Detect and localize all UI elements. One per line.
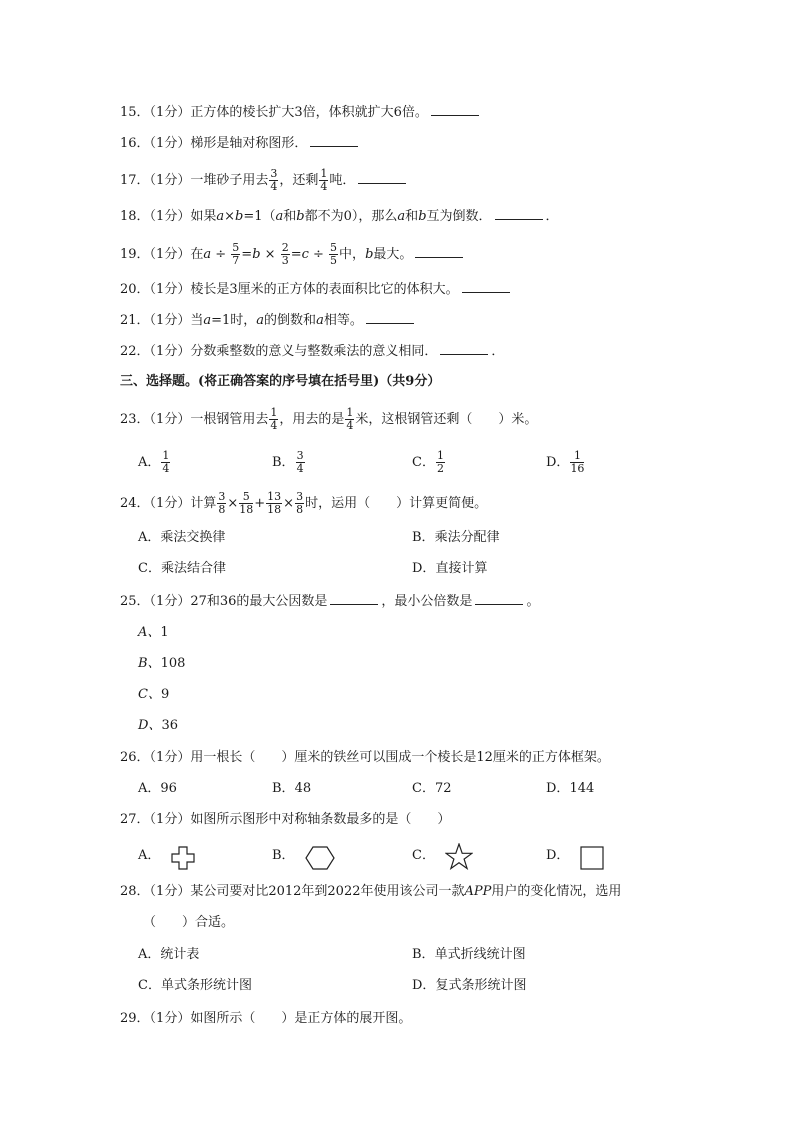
hexagon-icon [305,846,335,870]
option-label: A． [138,781,161,796]
variable-a: a [203,313,212,328]
question-29 [120,1009,411,1029]
times-sign: × [224,209,236,224]
option-label: B． [412,947,435,962]
option-d[interactable] [546,842,604,870]
question-text: 时，运用（ ）计算更简便。 [305,496,488,511]
variable-b: b [235,209,244,224]
option-label: A． [138,848,161,863]
question-18 [120,207,559,227]
option-label: B． [272,848,295,863]
question-text: 27和36的最大公因数是 [190,594,328,609]
option-label: B、 [138,656,161,671]
option-text: 36 [161,718,178,733]
question-score: （1分） [149,282,191,297]
variable-a: a [216,209,225,224]
option-label: B． [272,781,295,796]
cross-icon [171,846,195,870]
answer-blank[interactable] [366,311,414,324]
question-text: 用一根长（ ）厘米的铁丝可以围成一个棱长是12厘米的正方体框架。 [190,750,610,765]
fraction: $\frac{13}{18}$ [267,490,282,516]
fraction: $\frac{5}{5}$ [330,241,338,267]
question-text: 当 [190,313,204,328]
question-17 [120,168,409,193]
option-text: 直接计算 [435,561,488,576]
option-c[interactable] [412,842,473,870]
question-text: 一堆砂子用去 [190,173,269,188]
question-text: 吨． [329,173,356,188]
option-c[interactable] [412,779,452,799]
option-b[interactable] [412,945,526,965]
answer-blank[interactable] [310,134,358,147]
answer-blank[interactable] [330,592,378,605]
square-icon [580,846,604,870]
option-a[interactable] [138,450,171,475]
option-text: 乘法交换律 [160,530,226,545]
option-c[interactable] [138,685,169,705]
option-text: 96 [160,781,177,796]
option-label: A． [138,455,161,470]
option-d[interactable] [546,779,594,799]
option-label: A、 [138,625,161,640]
question-text: ，最小公倍数是 [381,594,473,609]
option-d[interactable] [412,976,526,996]
question-score: （1分） [149,344,191,359]
question-23 [120,407,537,432]
plus-sign: + [254,496,266,511]
variable-a: a [256,313,265,328]
question-text: 。 [526,594,540,609]
option-b[interactable] [272,450,306,475]
variable-b: b [418,209,427,224]
answer-blank[interactable] [475,592,523,605]
option-text: 144 [569,781,595,796]
end-period: ． [545,209,559,224]
option-c[interactable] [138,976,252,996]
option-b[interactable] [272,779,311,799]
option-text: 108 [160,656,186,671]
question-text: 相等。 [323,313,363,328]
variable-a: a [203,247,212,262]
question-number: 15． [120,105,150,120]
option-label: C、 [138,687,161,702]
fraction: $\frac{1}{2}$ [436,449,444,475]
answer-blank[interactable] [495,207,543,220]
times-sign: × [260,247,280,262]
question-score: （1分） [149,1011,191,1026]
question-24 [120,491,487,516]
question-score: （1分） [149,884,191,899]
question-score: （1分） [149,247,191,262]
question-text: 如图所示（ ）是正方体的展开图。 [190,1011,412,1026]
equals-sign: = [290,247,302,262]
question-text: 最大。 [373,247,413,262]
question-score: （1分） [149,594,191,609]
question-text: 如果 [190,209,217,224]
fraction: $\frac{3}{4}$ [296,449,304,475]
question-28-line2: （ ）合适。 [143,915,235,930]
option-text: 72 [434,781,452,796]
question-text: 计算 [190,496,217,511]
option-label: A． [138,947,161,962]
question-number: 18． [120,209,150,224]
question-score: （1分） [149,496,191,511]
question-number: 16． [120,136,150,151]
option-d[interactable] [412,559,487,579]
option-label: B． [412,530,435,545]
option-a[interactable] [138,842,195,870]
question-text: 某公司要对比2012年到2022年使用该公司一款 [190,884,465,899]
question-number: 28． [120,884,150,899]
question-text: ，用去的是 [279,412,345,427]
option-label: D． [546,848,570,863]
question-20 [120,280,513,300]
equals-sign: = [241,247,253,262]
question-score: （1分） [149,209,191,224]
question-score: （1分） [149,173,191,188]
variable-a: a [275,209,284,224]
question-text: 正方体的棱长扩大3倍，体积就扩大6倍。 [190,105,428,120]
question-score: （1分） [149,750,191,765]
question-number: 23． [120,412,150,427]
question-text: 棱长是3厘米的正方体的表面积比它的体积大。 [190,282,459,297]
option-d[interactable] [546,450,585,475]
question-text: 梯形是轴对称图形． [190,136,308,151]
question-21 [120,311,417,331]
question-22 [120,342,504,362]
fraction: $\frac{1}{4}$ [270,406,278,432]
answer-blank[interactable] [440,342,488,355]
fraction: $\frac{1}{16}$ [570,449,585,475]
option-text: 统计表 [160,947,200,962]
fraction: $\frac{3}{4}$ [270,167,278,193]
option-label: C． [412,781,435,796]
question-text: 和 [283,209,297,224]
option-label: D． [546,455,570,470]
question-text: ，还剩 [279,173,319,188]
fraction: $\frac{1}{4}$ [346,406,354,432]
option-a[interactable] [138,623,169,643]
question-text: 互为倒数． [426,209,492,224]
option-label: D． [412,561,436,576]
option-label: D、 [138,718,162,733]
option-d[interactable] [138,716,178,736]
option-label: D． [546,781,570,796]
question-number: 29． [120,1011,150,1026]
option-text: 9 [160,687,170,702]
question-19 [120,242,466,267]
option-b[interactable] [272,842,335,870]
option-text: 乘法分配律 [434,530,500,545]
fraction: $\frac{1}{4}$ [162,449,170,475]
divide-sign: ÷ [211,247,231,262]
question-number: 22． [120,344,150,359]
question-number: 19． [120,247,150,262]
option-text: 单式条形统计图 [160,978,252,993]
option-a[interactable] [138,945,199,965]
option-a[interactable] [138,779,177,799]
star-icon [445,843,473,870]
option-label: D． [412,978,436,993]
question-number: 21． [120,313,150,328]
question-number: 26． [120,750,150,765]
question-text: 用户的变化情况，选用 [491,884,622,899]
option-label: B． [272,455,295,470]
question-15 [120,103,482,123]
question-score: （1分） [149,105,191,120]
option-a[interactable] [138,528,225,548]
option-text: 单式折线统计图 [434,947,526,962]
variable-b: b [296,209,305,224]
fraction: $\frac{5}{18}$ [239,490,254,516]
question-number: 25． [120,594,150,609]
variable-a: a [316,313,324,328]
question-26 [120,748,610,768]
question-text: 米，这根钢管还剩（ ）米。 [355,412,538,427]
option-text: 1 [160,625,169,640]
question-number: 27． [120,812,150,827]
question-score: （1分） [149,812,191,827]
question-text: 都不为0），那么 [304,209,398,224]
question-number: 24． [120,496,150,511]
fraction: $\frac{2}{3}$ [281,241,289,267]
question-16 [120,134,361,154]
question-text: 如图所示图形中对称轴条数最多的是（ ） [190,812,451,827]
fraction: $\frac{3}{8}$ [296,490,304,516]
question-text: =1（ [243,209,276,224]
question-score: （1分） [149,412,191,427]
answer-blank[interactable] [415,245,463,258]
variable-a: a [397,209,406,224]
times-sign: × [227,496,239,511]
fraction: $\frac{3}{8}$ [218,490,226,516]
option-text: 48 [294,781,312,796]
option-c[interactable] [138,559,226,579]
option-text: 乘法结合律 [160,561,226,576]
option-b[interactable] [412,528,500,548]
times-sign: × [283,496,295,511]
question-28 [120,882,621,902]
app-term: APP [464,884,492,899]
question-text: 的倒数和 [264,313,317,328]
fraction: $\frac{5}{7}$ [232,241,240,267]
option-label: A． [138,530,161,545]
answer-blank[interactable] [431,103,479,116]
option-label: C． [138,561,161,576]
question-25 [120,592,539,612]
answer-blank[interactable] [462,280,510,293]
variable-b: b [252,247,261,262]
question-score: （1分） [149,136,191,151]
question-text: 和 [405,209,419,224]
answer-blank[interactable] [358,171,406,184]
option-b[interactable] [138,654,185,674]
option-text: 复式条形统计图 [435,978,527,993]
variable-c: c [301,247,309,262]
question-text: 分数乘整数的意义与整数乘法的意义相同． [190,344,438,359]
question-text: 一根钢管用去 [190,412,269,427]
question-number: 17． [120,173,150,188]
question-text: =1时， [211,313,257,328]
option-label: C． [412,455,435,470]
fraction: $\frac{1}{4}$ [320,167,328,193]
end-period: ． [491,344,505,359]
question-text: 中， [339,247,366,262]
question-number: 20． [120,282,150,297]
divide-sign: ÷ [308,247,329,262]
option-label: C． [412,848,435,863]
question-text: 在 [190,247,204,262]
option-c[interactable] [412,450,446,475]
option-label: C． [138,978,161,993]
question-score: （1分） [149,313,191,328]
question-27 [120,810,450,830]
variable-b: b [365,247,374,262]
section-heading: 三、选择题。(将正确答案的序号填在括号里)（共9分） [120,374,441,389]
